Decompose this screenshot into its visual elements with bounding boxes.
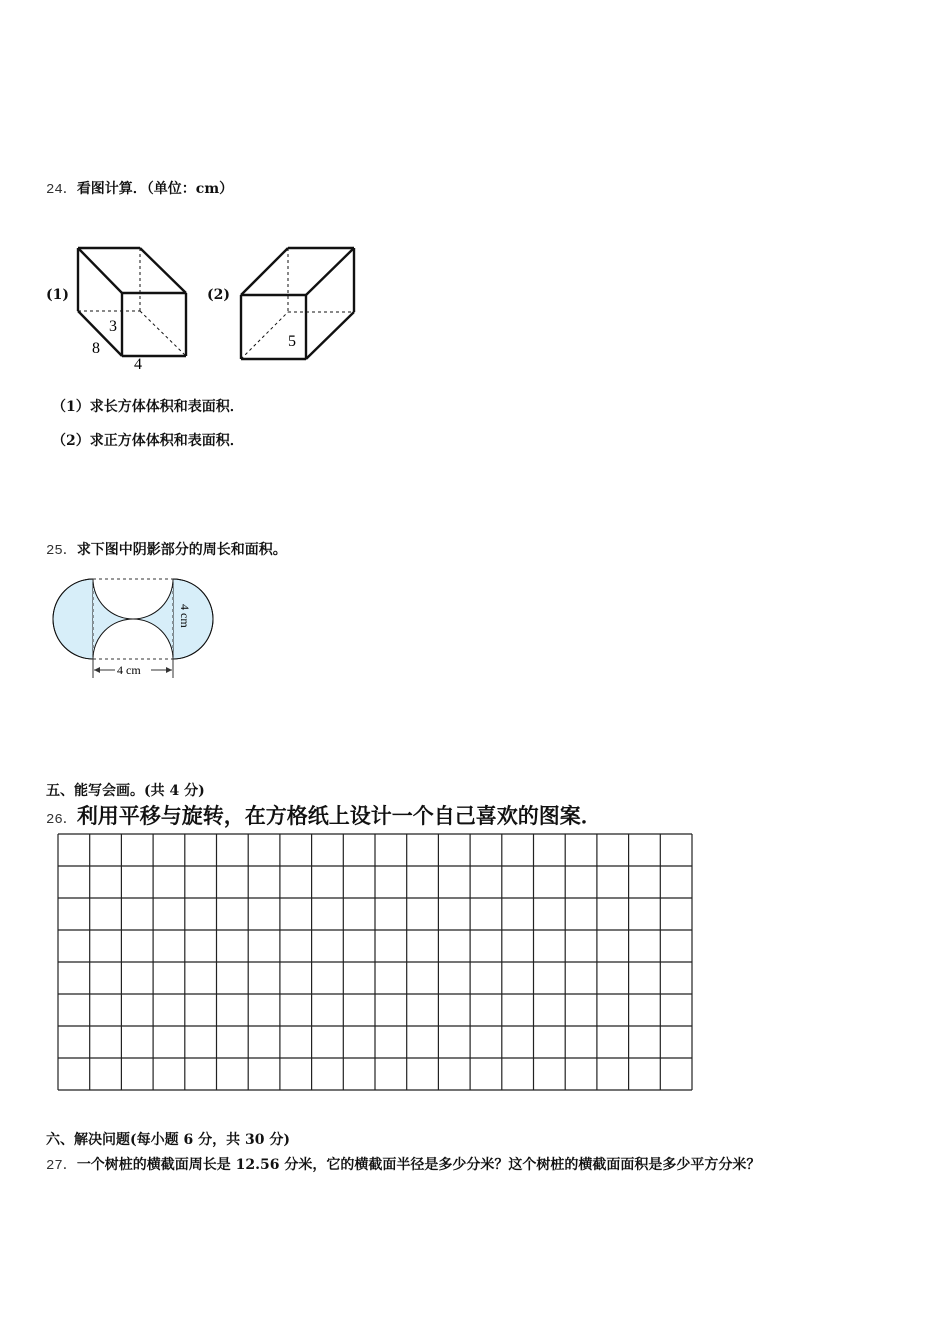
question-27 bbox=[46, 1154, 760, 1174]
section-5-title: 五、能写会画。(共 4 分) bbox=[46, 783, 205, 799]
cuboid-depth-label: 8 bbox=[92, 340, 100, 357]
height-label: 4 cm bbox=[178, 604, 192, 628]
question-number: 25． bbox=[46, 543, 77, 559]
figure-2-label: (2) bbox=[207, 287, 230, 303]
question-prompt: 利用平移与旋转，在方格纸上设计一个自己喜欢的图案． bbox=[76, 803, 602, 828]
cube-edge-label: 5 bbox=[288, 333, 296, 350]
left-shaded-semicircle bbox=[53, 579, 93, 659]
square-grid bbox=[56, 832, 696, 1092]
question-prompt: 求下图中阴影部分的周长和面积。 bbox=[76, 542, 287, 558]
cuboid-height-label: 3 bbox=[109, 318, 117, 335]
q24-subquestion-2: （2）求正方体体积和表面积． bbox=[52, 433, 244, 449]
question-prompt: 看图计算．（单位：cm） bbox=[76, 181, 234, 197]
question-25 bbox=[46, 539, 287, 559]
question-number: 26． bbox=[46, 812, 77, 828]
figure-1-label: (1) bbox=[46, 287, 69, 303]
q24-subquestion-1: （1）求长方体体积和表面积． bbox=[52, 399, 244, 415]
section-6-title: 六、解决问题(每小题 6 分，共 30 分) bbox=[46, 1132, 290, 1148]
cube-figure bbox=[241, 248, 354, 359]
width-label: 4 cm bbox=[117, 663, 141, 677]
question-24 bbox=[46, 178, 233, 198]
cuboid-width-label: 4 bbox=[134, 356, 142, 373]
q24-figures bbox=[60, 235, 370, 375]
question-prompt: 一个树桩的横截面周长是 12.56 分米，它的横截面半径是多少分米？这个树桩的横截面面积是多少平方分米？ bbox=[76, 1157, 761, 1173]
question-number: 27． bbox=[46, 1158, 77, 1174]
question-number: 24． bbox=[46, 182, 77, 198]
question-26 bbox=[46, 800, 602, 830]
shaded-figure bbox=[45, 570, 225, 685]
